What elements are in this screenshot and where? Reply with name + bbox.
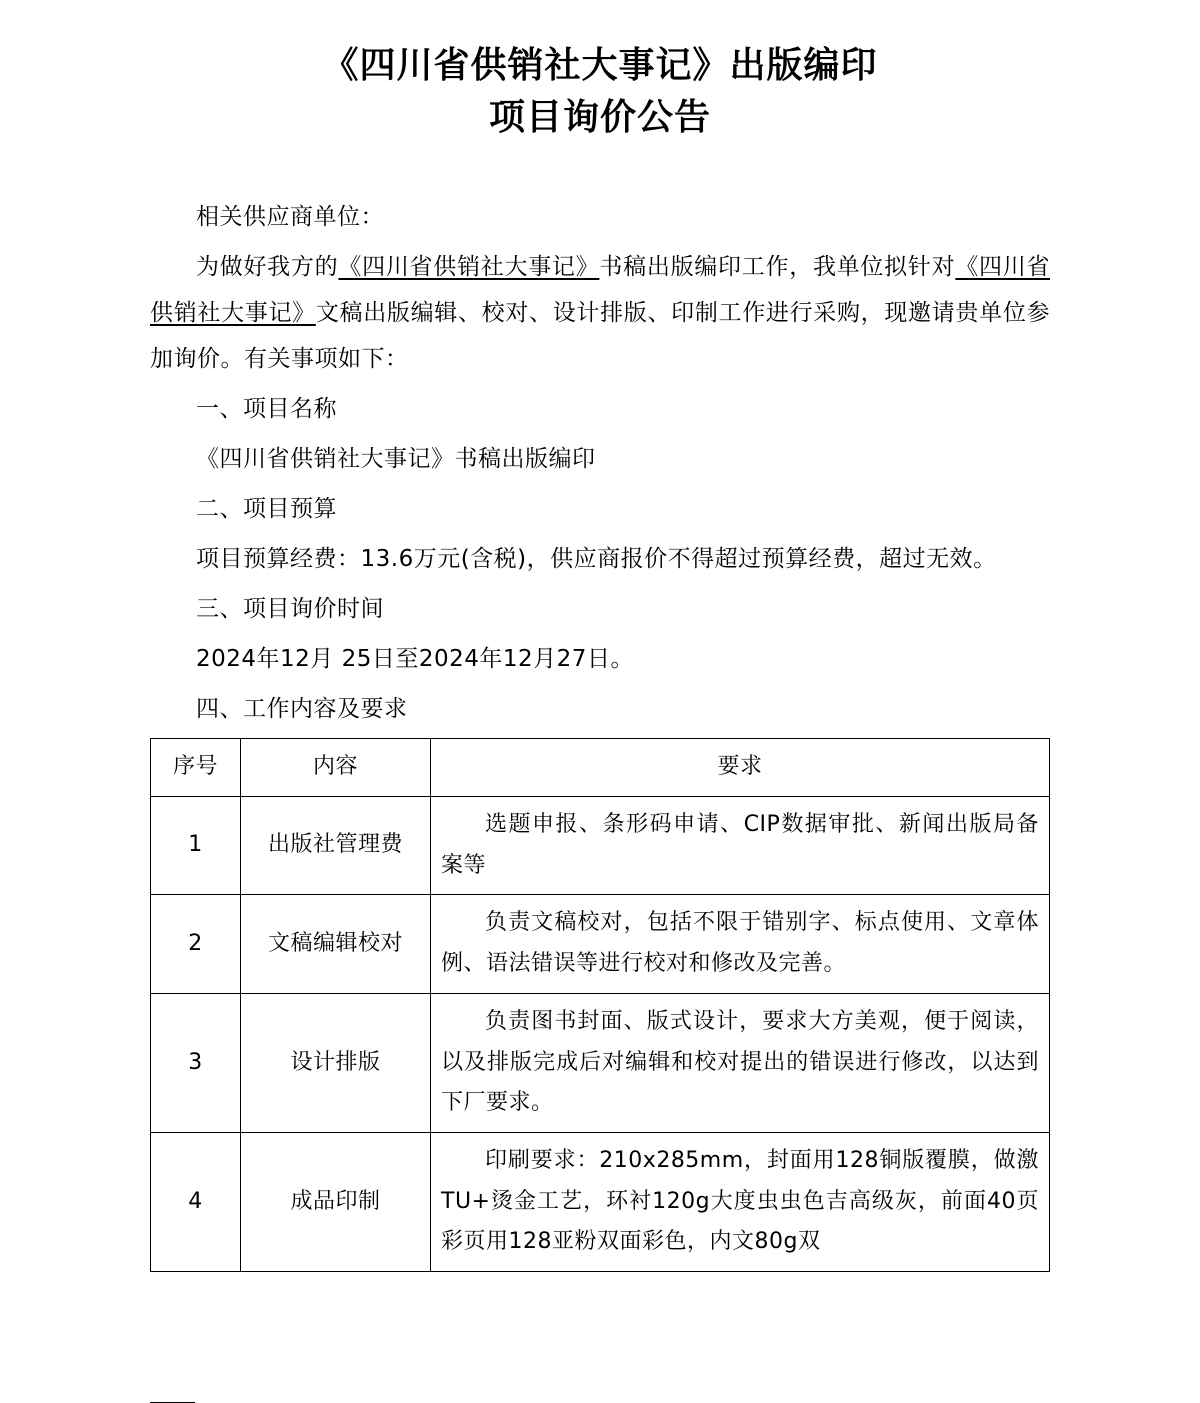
table-row [151, 797, 1050, 895]
cell-item: 设计排版 [241, 993, 431, 1132]
cell-item: 出版社管理费 [241, 797, 431, 895]
intro-text-3: 文稿出版编辑、校对、设计排版、印制工作进行采购，现邀请贵单位参加询价。有关事项如下： [150, 300, 1051, 373]
intro-paragraph [150, 244, 1050, 382]
page-title-line-1: 《四川省供销社大事记》出版编印 [322, 45, 878, 86]
cell-no: 3 [151, 993, 241, 1132]
cell-requirement: 选题申报、条形码申请、CIP数据审批、新闻出版局备案等 [431, 797, 1050, 895]
intro-text-2: 书稿出版编印工作，我单位拟针对 [599, 254, 956, 281]
section-heading-1: 一、项目名称 [196, 396, 337, 423]
intro-text-1: 为做好我方的 [196, 254, 339, 281]
cell-no: 1 [151, 797, 241, 895]
table-header-no: 序号 [151, 739, 241, 797]
page-title [150, 40, 1050, 144]
cell-item: 文稿编辑校对 [241, 895, 431, 993]
salutation: 相关供应商单位： [196, 204, 384, 231]
cell-requirement: 负责图书封面、版式设计，要求大方美观，便于阅读，以及排版完成后对编辑和校对提出的错误进行修改，以达到下厂要求。 [431, 993, 1050, 1132]
table-row [151, 1132, 1050, 1271]
cell-requirement: 负责文稿校对，包括不限于错别字、标点使用、文章体例、语法错误等进行校对和修改及完善。 [431, 895, 1050, 993]
document-body [150, 194, 1050, 1272]
table-header-row [151, 739, 1050, 797]
table-header-item: 内容 [241, 739, 431, 797]
section-body-3: 2024年12月 25日至2024年12月27日。 [196, 646, 634, 673]
section-heading-4: 四、工作内容及要求 [196, 696, 408, 723]
page-title-line-2: 项目询价公告 [488, 97, 711, 139]
table-row [151, 993, 1050, 1132]
table-header-requirement: 要求 [431, 739, 1050, 797]
intro-underlined-title-1: 《四川省供销社大事记》 [338, 254, 600, 281]
table-row [151, 895, 1050, 993]
section-body-1: 《四川省供销社大事记》书稿出版编印 [196, 446, 596, 473]
cell-item: 成品印制 [241, 1132, 431, 1271]
cell-requirement: 印刷要求：210x285mm，封面用128铜版覆膜，做激TU+烫金工艺，环衬120g大度虫虫色吉高级灰，前面40页彩页用128亚粉双面彩色，内文80g双 [431, 1132, 1050, 1271]
section-heading-2: 二、项目预算 [196, 496, 337, 523]
cell-no: 2 [151, 895, 241, 993]
cell-no: 4 [151, 1132, 241, 1271]
intro-underlined-title-2: 《四川省供销社大事记》 [150, 254, 1051, 327]
section-heading-3: 三、项目询价时间 [196, 596, 384, 623]
work-content-table [150, 738, 1050, 1272]
section-body-2: 项目预算经费：13.6万元(含税)，供应商报价不得超过预算经费，超过无效。 [196, 546, 997, 573]
